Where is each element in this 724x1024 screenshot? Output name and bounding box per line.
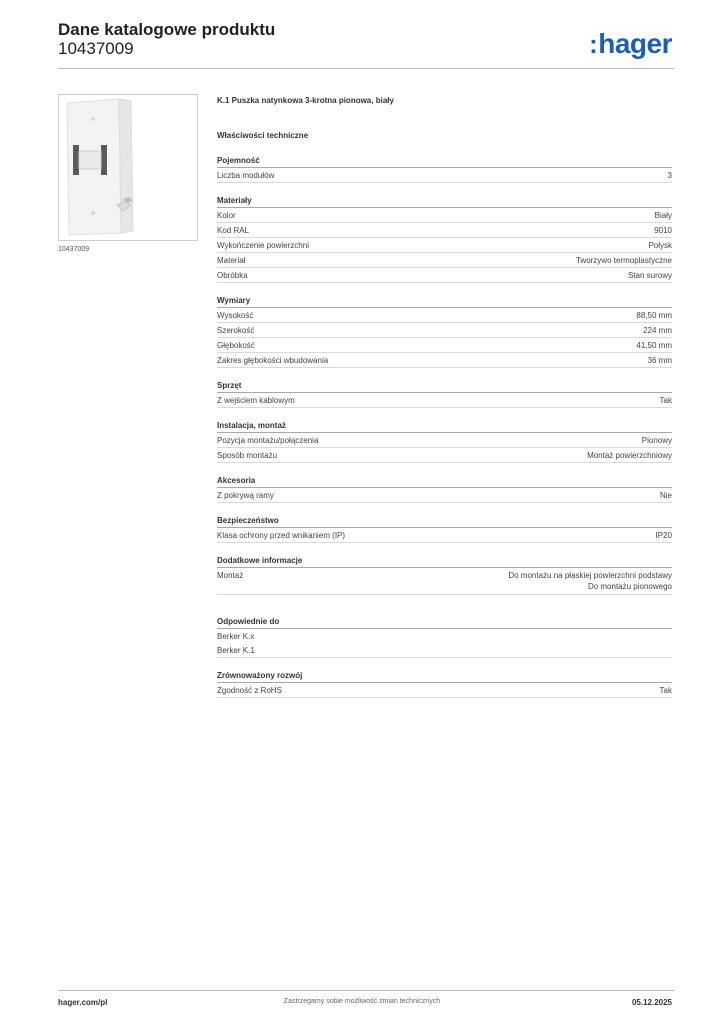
section-safety <box>217 516 672 543</box>
spec-row <box>217 488 672 503</box>
spec-row <box>217 208 672 223</box>
spec-row <box>217 528 672 543</box>
spec-label: Z pokrywą ramy <box>217 491 274 500</box>
spec-value <box>508 570 672 592</box>
spec-row <box>217 683 672 698</box>
spec-value: Pionowy <box>641 436 672 445</box>
section-title: Sprzęt <box>217 381 672 393</box>
spec-value: 41,50 mm <box>636 341 672 350</box>
footer-divider <box>58 990 674 991</box>
spec-label: Kod RAL <box>217 226 250 235</box>
list-item: Berker K.x <box>217 632 255 641</box>
spec-row <box>217 253 672 268</box>
spec-value: 3 <box>667 171 672 180</box>
spec-row <box>217 353 672 368</box>
spec-row <box>217 308 672 323</box>
spec-row <box>217 168 672 183</box>
section-accessories <box>217 476 672 503</box>
product-details <box>217 96 672 698</box>
section-title: Akcesoria <box>217 476 672 488</box>
spec-label: Wykończenie powierzchni <box>217 241 309 250</box>
spec-label: Zgodność z RoHS <box>217 686 282 695</box>
product-name: K.1 Puszka natynkowa 3-krotna pionowa, biały <box>217 96 394 105</box>
spec-label: Zakres głębokości wbudowania <box>217 356 329 365</box>
section-title: Odpowiednie do <box>217 617 672 629</box>
spec-value: 224 mm <box>643 326 672 335</box>
list-item: Berker K.1 <box>217 643 672 658</box>
spec-row <box>217 238 672 253</box>
footer-date: 05.12.2025 <box>631 998 672 1007</box>
spec-label: Montaż <box>217 571 244 580</box>
spec-row <box>217 323 672 338</box>
spec-label: Liczba modułów <box>217 171 275 180</box>
spec-row <box>217 568 672 595</box>
section-title: Dodatkowe informacje <box>217 556 672 568</box>
section-suitable-for <box>217 617 672 658</box>
spec-label: Głębokość <box>217 341 255 350</box>
spec-label: Sposób montażu <box>217 451 278 460</box>
flush-box-product-icon <box>59 95 197 240</box>
hager-logo: :hager <box>589 28 672 59</box>
spec-label: Wysokość <box>217 311 254 320</box>
section-dimensions <box>217 296 672 368</box>
footer-disclaimer: Zastrzegamy sobie możliwość zmian technicznych <box>283 998 441 1005</box>
spec-value: Tak <box>659 396 672 405</box>
spec-label: Z wejściem kablowym <box>217 396 295 405</box>
spec-label: Obróbka <box>217 271 248 280</box>
section-title: Materiały <box>217 196 672 208</box>
page-title: Dane katalogowe produktu <box>58 20 276 39</box>
spec-value: Stan surowy <box>627 271 672 280</box>
section-capacity <box>217 156 672 183</box>
spec-value: 9010 <box>654 226 672 235</box>
section-installation <box>217 421 672 463</box>
spec-row <box>217 223 672 238</box>
section-title: Instalacja, montaż <box>217 421 672 433</box>
spec-row <box>217 433 672 448</box>
spec-value: 88,50 mm <box>636 311 672 320</box>
spec-label: Klasa ochrony przed wnikaniem (IP) <box>217 531 346 540</box>
spec-row <box>217 268 672 283</box>
header-divider <box>58 68 674 69</box>
product-image <box>58 94 198 241</box>
spec-value: Tworzywo termoplastyczne <box>575 256 672 265</box>
footer-website: hager.com/pl <box>58 998 108 1007</box>
spec-value: IP20 <box>655 531 672 540</box>
spec-row <box>217 393 672 408</box>
section-sustainability <box>217 671 672 698</box>
spec-label: Szerokość <box>217 326 255 335</box>
section-title: Zrównoważony rozwój <box>217 671 672 683</box>
logo-text: hager <box>598 28 672 59</box>
spec-value-line: Do montażu na płaskiej powierzchni podstawy <box>508 571 672 580</box>
section-materials <box>217 196 672 283</box>
section-title: Wymiary <box>217 296 672 308</box>
spec-label: Pozycja montażu/połączenia <box>217 436 319 445</box>
section-hardware <box>217 381 672 408</box>
spec-row <box>217 338 672 353</box>
spec-value: Nie <box>659 491 672 500</box>
product-code: 10437009 <box>58 39 134 58</box>
spec-value: Montaż powierzchniowy <box>587 451 672 460</box>
spec-value: Biały <box>654 211 672 220</box>
spec-row <box>217 448 672 463</box>
section-title: Pojemność <box>217 156 672 168</box>
image-caption: 10437009 <box>58 246 90 253</box>
spec-label: Materiał <box>217 256 246 265</box>
section-title: Bezpieczeństwo <box>217 516 672 528</box>
spec-value: 36 mm <box>647 356 672 365</box>
spec-label: Kolor <box>217 211 236 220</box>
spec-value: Tak <box>659 686 672 695</box>
section-additional-info <box>217 556 672 595</box>
spec-value: Połysk <box>648 241 672 250</box>
spec-value-line: Do montażu pionowego <box>587 582 672 591</box>
properties-title: Właściwości techniczne <box>217 131 309 140</box>
